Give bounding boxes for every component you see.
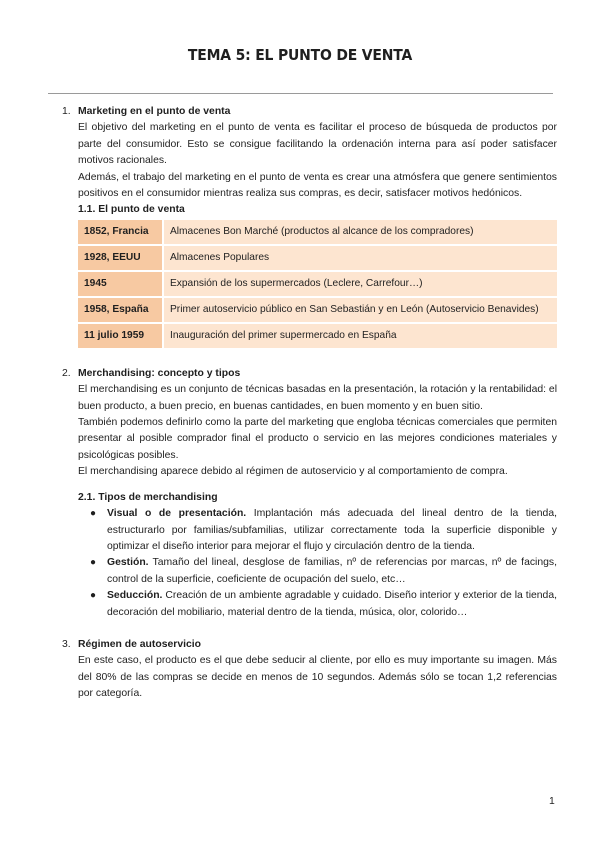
paragraph: El merchandising aparece debido al régimen de autoservicio y al comportamiento de compra. [78, 466, 508, 478]
section-heading: Régimen de autoservicio [78, 638, 201, 650]
list-item-text: Tamaño del lineal, desglose de familias, nº de referencias por marcas, nº de facings, control de la superficie, coeficiente de ocupación del suelo, etc… [107, 557, 557, 585]
table-cell-date: 1928, EEUU [78, 245, 163, 271]
paragraph: El objetivo del marketing en el punto de venta es facilitar el proceso de búsqueda de productos por parte del consumidor. Esto se consigue facilitando la ordenación interna para así poder satisfacer motivos racionales. [78, 122, 557, 167]
spacer [78, 481, 557, 490]
table-row [78, 323, 557, 349]
table-row [78, 271, 557, 297]
table-row [78, 245, 557, 271]
table-cell-event: Almacenes Bon Marché (productos al alcance de los compradores) [163, 220, 557, 245]
document-body [56, 104, 557, 703]
list-item-term: Visual o de presentación. [107, 508, 247, 520]
subsection-heading: 1.1. El punto de venta [78, 204, 185, 216]
section-number: 2. [62, 367, 71, 379]
list-item [90, 555, 557, 588]
bullet-icon: ● [90, 557, 97, 569]
list-item-term: Seducción. [107, 590, 163, 602]
bullet-icon: ● [90, 590, 97, 602]
table-cell-event: Almacenes Populares [163, 245, 557, 271]
section-3 [56, 637, 557, 703]
table-cell-date: 1958, España [78, 297, 163, 323]
subsection-heading: 2.1. Tipos de merchandising [78, 491, 218, 503]
table-cell-event: Primer autoservicio público en San Sebastián y en León (Autoservicio Benavides) [163, 297, 557, 323]
paragraph: El merchandising es un conjunto de técnicas basadas en la presentación, la rotación y la rentabilidad: el buen producto, a buen precio, en buenas cantidades, en buen momento y en buen sitio. [78, 384, 557, 412]
table-row [78, 220, 557, 245]
spacer [56, 621, 557, 637]
section-2 [56, 366, 557, 621]
paragraph: En este caso, el producto es el que debe seducir al cliente, por ello es muy importante su imagen. Más del 80% de las compras se decide en menos de 10 segundos. Además sólo se tocan 1,2 referencias por categoría. [78, 655, 557, 700]
spacer [56, 350, 557, 366]
list-item [90, 506, 557, 555]
section-1 [56, 104, 557, 350]
page-title: TEMA 5: EL PUNTO DE VENTA [187, 46, 413, 64]
table-cell-date: 1852, Francia [78, 220, 163, 245]
table-row [78, 297, 557, 323]
section-heading: Merchandising: concepto y tipos [78, 367, 241, 379]
table-cell-event: Expansión de los supermercados (Leclere, Carrefour…) [163, 271, 557, 297]
table-cell-date: 1945 [78, 271, 163, 297]
title-divider [48, 93, 553, 94]
list-item-text: Creación de un ambiente agradable y cuidado. Diseño interior y exterior de la tienda, decoración del mobiliario, material dentro de la tienda, música, olor, colorido… [107, 590, 557, 618]
bullet-icon: ● [90, 508, 97, 520]
paragraph: Además, el trabajo del marketing en el punto de venta es crear una atmósfera que genere sentimientos positivos en el consumidor mientras realiza sus compras, es decir, satisfacer motivos hedónicos. [78, 171, 557, 200]
section-heading: Marketing en el punto de venta [78, 106, 231, 117]
history-table [78, 220, 557, 350]
section-number: 1. [62, 106, 71, 117]
list-item-term: Gestión. [107, 557, 149, 569]
list-item-text: Implantación más adecuada del lineal dentro de la tienda, estructurarlo por familias/subfamilias, utilizar correctamente toda la superficie disponible y optimizar el diseño interior para mejorar el flujo y circulación dentro de la tienda. [107, 508, 557, 552]
table-cell-date: 11 julio 1959 [78, 323, 163, 349]
section-number: 3. [62, 638, 71, 650]
merchandising-types-list [78, 506, 557, 621]
list-item [90, 588, 557, 621]
table-cell-event: Inauguración del primer supermercado en España [163, 323, 557, 349]
page-number: 1 [549, 796, 555, 807]
paragraph: También podemos definirlo como la parte del marketing que engloba técnicas comerciales que permiten presentar al posible comprador final el producto o servicio en las mejores condiciones materiales y psicológicas posibles. [78, 417, 557, 461]
